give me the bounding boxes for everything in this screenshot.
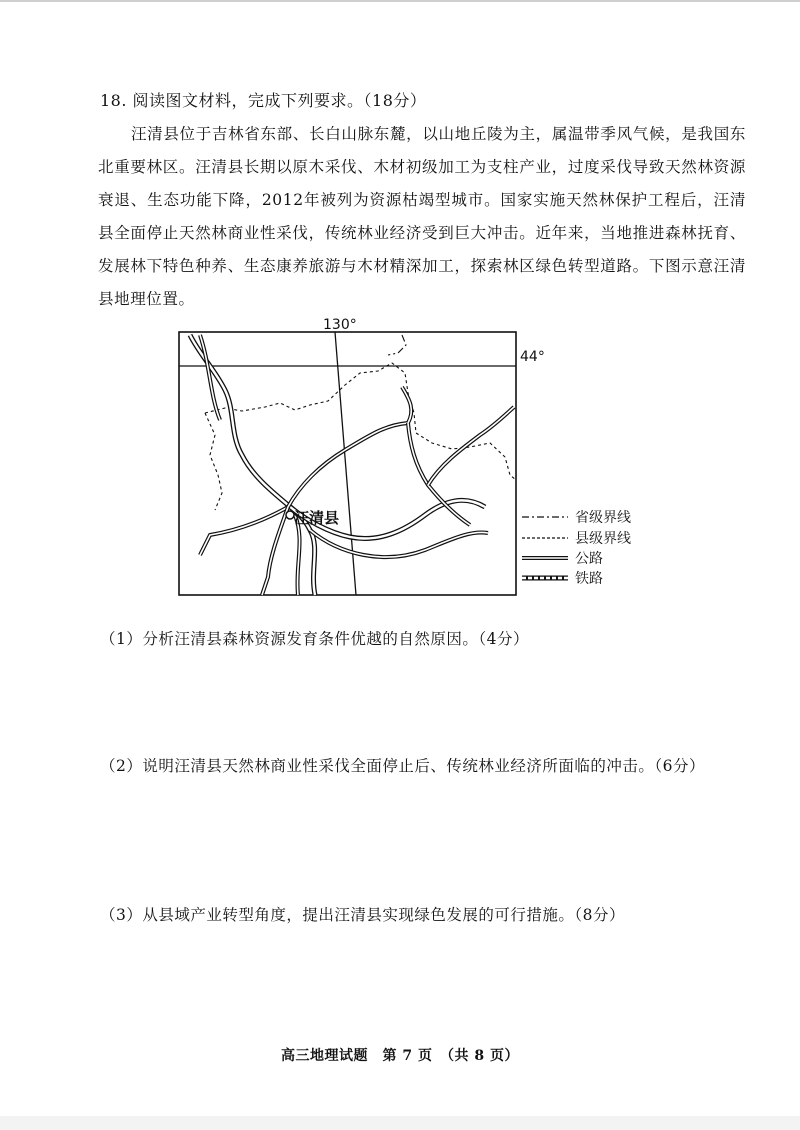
map-legend: [522, 509, 631, 587]
page-bottom-edge: [0, 1116, 800, 1130]
county-boundary-north: [205, 363, 516, 480]
legend-highway-label: 公路: [575, 551, 603, 567]
longitude-label: 130°: [323, 317, 357, 333]
railway-network: [190, 335, 485, 595]
latitude-label: 44°: [520, 349, 545, 365]
provincial-boundary: [388, 335, 406, 355]
page-top-edge: [0, 0, 800, 2]
legend-county-label: 县级界线: [575, 531, 631, 547]
sub-question-1: （1）分析汪清县森林资源发育条件优越的自然原因。（4分）: [100, 630, 529, 648]
question-title: [100, 88, 426, 111]
sub-question-3: （3）从县域产业转型角度，提出汪清县实现绿色发展的可行措施。（8分）: [100, 906, 625, 924]
page-footer: 高三地理试题 第 7 页 （共 8 页）: [281, 1048, 519, 1064]
legend-provincial-label: 省级界线: [575, 510, 631, 526]
map-frame: [179, 332, 516, 595]
longitude-line-130: [335, 332, 356, 595]
question-number: 18.: [100, 91, 127, 110]
sub-question-2: （2）说明汪清县天然林商业性采伐全面停止后、传统林业经济所面临的冲击。（6分）: [100, 757, 705, 775]
legend-railway-label: 铁路: [575, 571, 603, 587]
material-paragraph: 汪清县位于吉林省东部、长白山脉东麓，以山地丘陵为主，属温带季风气候，是我国东北重要林区。汪清县长期以原木采伐、木材初级加工为支柱产业，过度采伐导致天然林资源衰退、生态功能下降，2012年被列为资源枯竭型城市。国家实施天然林保护工程后，汪清县全面停止天然林商业性采伐，传统林业经济受到巨大冲击。近年来，当地推进森林抚育、发展林下特色种养、生态康养旅游与木材精深加工，探索林区绿色转型道路。下图示意汪清县地理位置。: [98, 125, 746, 308]
county-seat-marker: [286, 511, 294, 519]
question-prompt: 阅读图文材料，完成下列要求。（18分）: [132, 91, 427, 110]
location-map: [170, 315, 650, 605]
county-label: 汪清县: [294, 509, 340, 527]
county-boundary-west: [205, 413, 222, 510]
